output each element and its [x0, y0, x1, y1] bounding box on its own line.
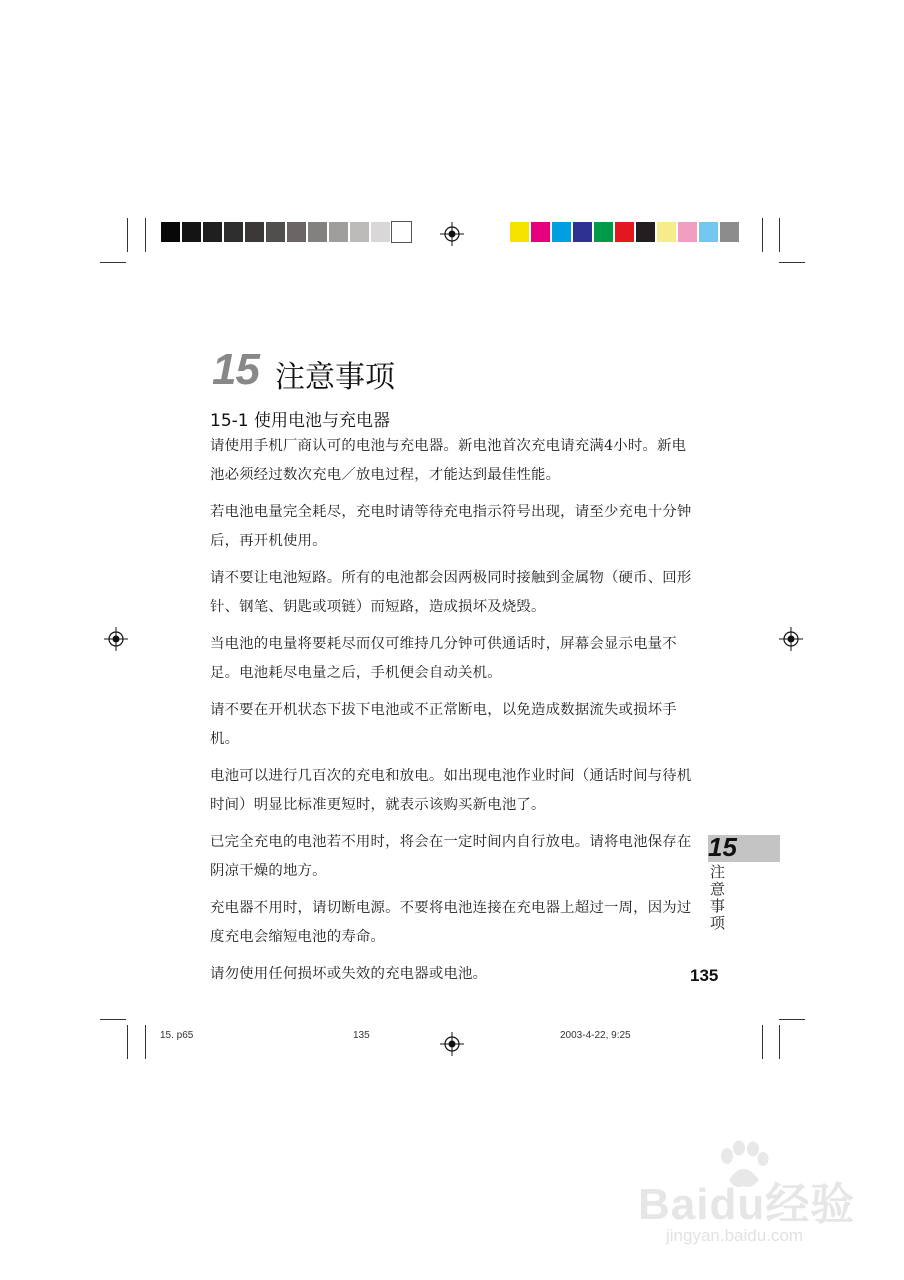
section-title: 15-1 使用电池与充电器 [210, 411, 390, 431]
color-swatch [719, 221, 740, 243]
gray-swatch [391, 221, 412, 243]
crop-mark [145, 218, 146, 252]
gray-swatch [202, 221, 223, 243]
grayscale-color-bar [160, 221, 412, 243]
paragraph: 充电器不用时，请切断电源。不要将电池连接在充电器上超过一周，因为过度充电会缩短电池的寿命。 [210, 900, 692, 945]
crop-mark [779, 1019, 805, 1020]
body-text [210, 432, 698, 997]
crop-mark [145, 1025, 146, 1059]
paragraph: 请不要在开机状态下拔下电池或不正常断电，以免造成数据流失或损坏手机。 [210, 702, 677, 747]
footer-file-name: 15. p65 [160, 1030, 194, 1041]
registration-mark-icon [779, 627, 803, 651]
color-swatch [614, 221, 635, 243]
color-swatch [698, 221, 719, 243]
chapter-tab-number: 15 [708, 832, 737, 862]
gray-swatch [307, 221, 328, 243]
registration-mark-icon [440, 222, 464, 246]
color-swatch [656, 221, 677, 243]
color-swatch [677, 221, 698, 243]
gray-swatch [370, 221, 391, 243]
paragraph: 当电池的电量将要耗尽而仅可维持几分钟可供通话时，屏幕会显示电量不足。电池耗尽电量之后，手机便会自动关机。 [210, 636, 677, 681]
color-swatch [551, 221, 572, 243]
watermark-url: jingyan.baidu.com [666, 1226, 804, 1245]
color-swatch [530, 221, 551, 243]
color-swatch [509, 221, 530, 243]
gray-swatch [265, 221, 286, 243]
color-swatch [593, 221, 614, 243]
footer-timestamp: 2003-4-22, 9:25 [560, 1030, 631, 1041]
page-number: 135 [690, 966, 719, 985]
paragraph: 请使用手机厂商认可的电池与充电器。新电池首次充电请充满4小时。新电池必须经过数次充电／放电过程，才能达到最佳性能。 [210, 438, 687, 483]
crop-mark [127, 218, 128, 252]
paragraph: 请勿使用任何损坏或失效的充电器或电池。 [210, 966, 488, 982]
crop-mark [127, 1025, 128, 1059]
color-swatch [635, 221, 656, 243]
gray-swatch [181, 221, 202, 243]
paragraph: 已完全充电的电池若不用时，将会在一定时间内自行放电。请将电池保存在阴凉干燥的地方。 [210, 834, 692, 879]
registration-mark-icon [440, 1032, 464, 1056]
watermark-brand: Baidu经验 [638, 1180, 856, 1229]
registration-mark-icon [104, 627, 128, 651]
color-swatch [572, 221, 593, 243]
crop-mark [779, 1025, 780, 1059]
gray-swatch [286, 221, 307, 243]
gray-swatch [328, 221, 349, 243]
crop-mark [762, 1025, 763, 1059]
paragraph: 电池可以进行几百次的充电和放电。如出现电池作业时间（通话时间与待机时间）明显比标准更短时，就表示该购买新电池了。 [210, 768, 692, 813]
gray-swatch [223, 221, 244, 243]
chapter-number: 15 [212, 345, 259, 394]
gray-swatch [244, 221, 265, 243]
gray-swatch [349, 221, 370, 243]
chapter-tab-label: 注意事项 [710, 863, 726, 932]
crop-mark [779, 218, 780, 252]
footer-page: 135 [353, 1030, 370, 1041]
chapter-title: 注意事项 [275, 360, 395, 395]
paragraph: 请不要让电池短路。所有的电池都会因两极同时接触到金属物（硬币、回形针、钢笔、钥匙或项链）而短路，造成损坏及烧毁。 [210, 570, 692, 615]
cmyk-color-bar [509, 221, 740, 243]
crop-mark [100, 1019, 126, 1020]
gray-swatch [160, 221, 181, 243]
crop-mark [762, 218, 763, 252]
crop-mark [100, 262, 126, 263]
paragraph: 若电池电量完全耗尽，充电时请等待充电指示符号出现，请至少充电十分钟后，再开机使用。 [210, 504, 692, 549]
crop-mark [779, 262, 805, 263]
